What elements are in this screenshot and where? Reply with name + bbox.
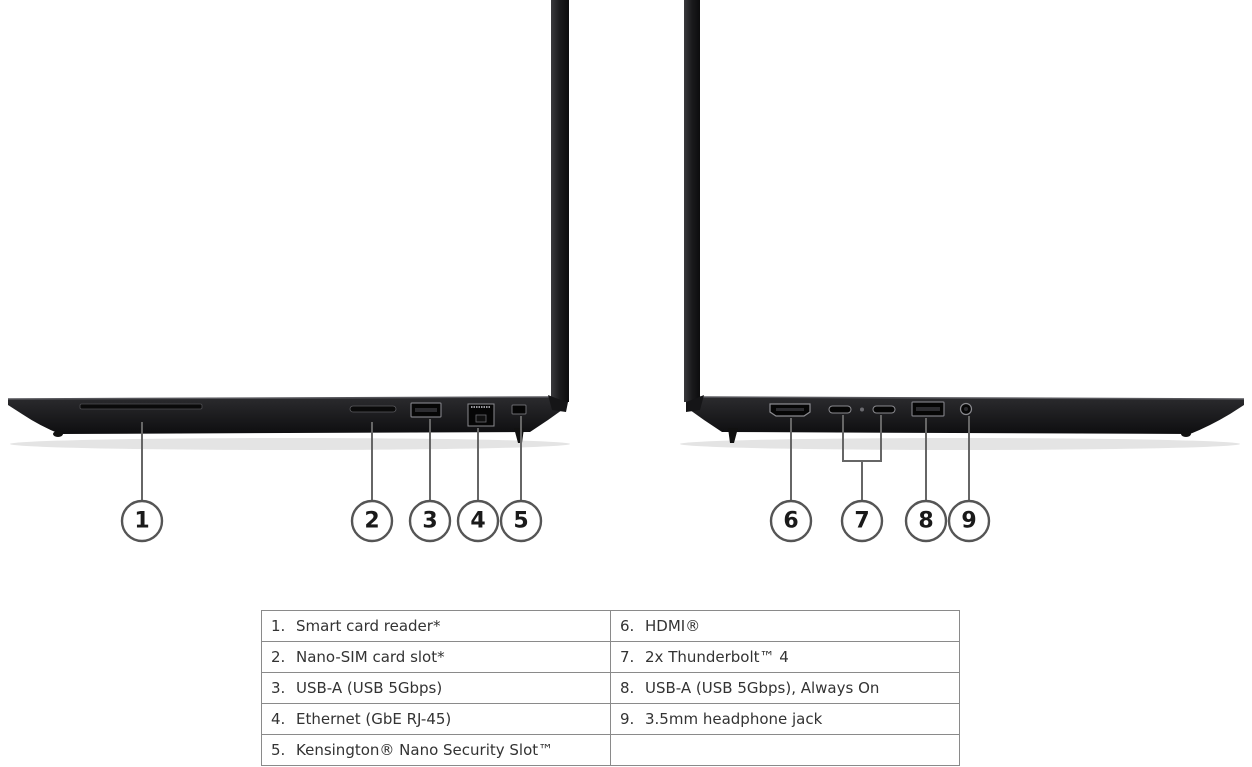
legend-number: 5. — [271, 741, 286, 759]
legend-cell-thunderbolt — [611, 642, 960, 673]
thunderbolt-indicator-led — [860, 408, 864, 412]
laptop-right-side-view — [680, 0, 1244, 450]
legend-number: 9. — [620, 710, 635, 728]
legend-cell-usb-a-left — [262, 673, 611, 704]
legend-cell-ethernet — [262, 704, 611, 735]
legend-text: Smart card reader* — [296, 617, 441, 635]
kensington-slot — [512, 405, 526, 414]
callout-4 — [458, 501, 498, 541]
callout-8-label: 8 — [918, 508, 934, 534]
laptop-right-foot-front — [1181, 431, 1191, 437]
legend-row — [262, 673, 960, 704]
laptop-right-lid — [684, 0, 700, 402]
callout-5-label: 5 — [513, 508, 529, 534]
legend-cell-usb-a-always-on — [611, 673, 960, 704]
legend-text: USB-A (USB 5Gbps) — [296, 679, 443, 697]
legend-text: Ethernet (GbE RJ-45) — [296, 710, 452, 728]
callout-5 — [501, 501, 541, 541]
legend-row — [262, 611, 960, 642]
laptop-left-side-view — [8, 0, 570, 450]
usb-a-port-right — [912, 402, 944, 416]
legend-text: 3.5mm headphone jack — [645, 710, 823, 728]
laptop-left-foot-front — [53, 431, 63, 437]
legend-text: Nano-SIM card slot* — [296, 648, 445, 666]
headphone-jack — [961, 404, 972, 415]
legend-text: 2x Thunderbolt™ 4 — [645, 648, 789, 666]
laptop-right-base — [690, 397, 1244, 434]
callout-2-label: 2 — [364, 508, 380, 534]
callout-9 — [949, 501, 989, 541]
ethernet-port — [468, 404, 494, 426]
laptop-left-lid — [551, 0, 569, 402]
callout-2 — [352, 501, 392, 541]
port-legend-table — [261, 610, 960, 766]
legend-text: Kensington® Nano Security Slot™ — [296, 741, 554, 759]
callout-3 — [410, 501, 450, 541]
legend-number: 8. — [620, 679, 635, 697]
legend-cell-empty — [611, 735, 960, 766]
thunderbolt-port-1 — [829, 406, 851, 413]
legend-cell-kensington — [262, 735, 611, 766]
callout-4-label: 4 — [470, 508, 486, 534]
legend-cell-headphone-jack — [611, 704, 960, 735]
legend-number: 6. — [620, 617, 635, 635]
hdmi-port — [770, 404, 810, 416]
legend-number: 3. — [271, 679, 286, 697]
callout-7-label: 7 — [854, 508, 870, 534]
laptop-left-shadow — [10, 438, 570, 450]
callout-3-label: 3 — [422, 508, 438, 534]
legend-row — [262, 642, 960, 673]
callout-6-label: 6 — [783, 508, 799, 534]
laptop-right-shadow — [680, 438, 1240, 450]
legend-cell-nano-sim — [262, 642, 611, 673]
legend-number: 1. — [271, 617, 286, 635]
nano-sim-card-slot — [350, 406, 396, 412]
smart-card-reader-slot — [80, 404, 202, 409]
callout-8 — [906, 501, 946, 541]
legend-number: 2. — [271, 648, 286, 666]
callout-9-label: 9 — [961, 508, 977, 534]
callout-7 — [842, 501, 882, 541]
thunderbolt-port-2 — [873, 406, 895, 413]
legend-number: 7. — [620, 648, 635, 666]
usb-a-port-left — [411, 403, 441, 417]
legend-cell-smart-card-reader — [262, 611, 611, 642]
legend-cell-hdmi — [611, 611, 960, 642]
legend-text: USB-A (USB 5Gbps), Always On — [645, 679, 880, 697]
callout-6 — [771, 501, 811, 541]
legend-number: 4. — [271, 710, 286, 728]
callout-1-label: 1 — [134, 508, 150, 534]
legend-text: HDMI® — [645, 617, 701, 635]
callout-1 — [122, 501, 162, 541]
legend-row — [262, 735, 960, 766]
legend-row — [262, 704, 960, 735]
